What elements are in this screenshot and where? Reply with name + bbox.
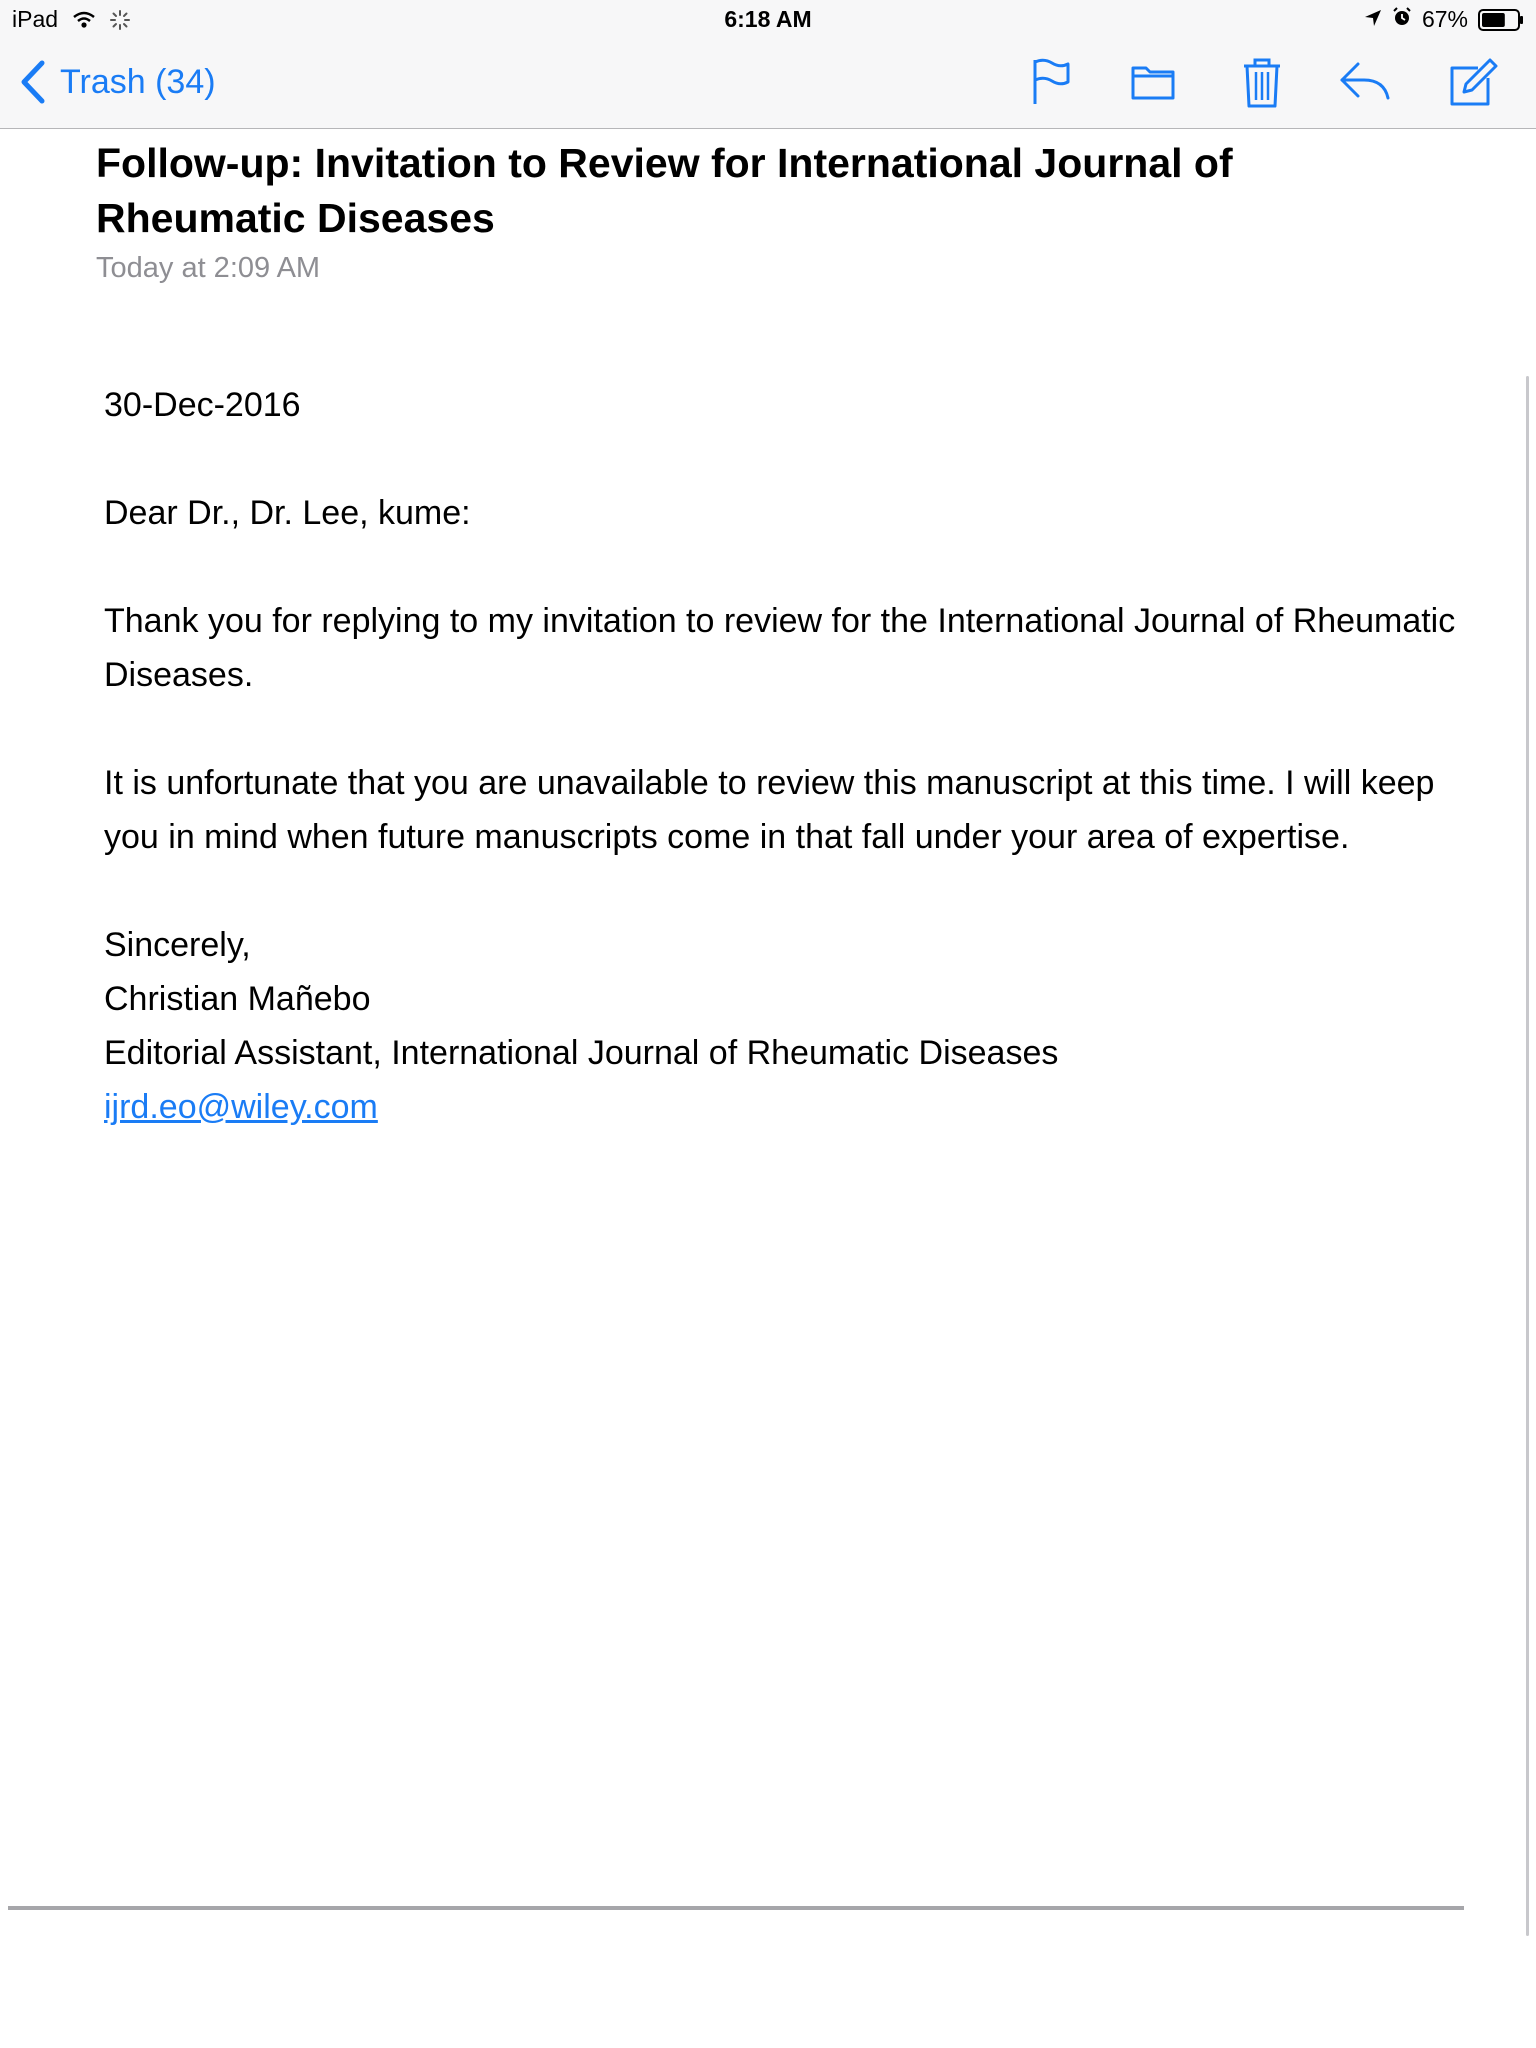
back-button[interactable] [20,60,216,104]
compose-icon[interactable] [1448,56,1498,110]
nav-bar [0,40,1536,129]
battery-fill [1482,13,1505,27]
message-subject: Follow-up: Invitation to Review for International Journal of Rheumatic Diseases [96,140,1233,241]
message-body [104,378,1464,1134]
chevron-left-icon [20,60,46,104]
paragraph-1: Thank you for replying to my invitation to review for the International Journal of Rheumatic Diseases. [104,602,1456,694]
body-date: 30-Dec-2016 [104,386,301,424]
signature-name: Christian Mañebo [104,980,371,1018]
status-right [1354,6,1524,33]
status-bar [0,0,1536,40]
flag-icon[interactable] [1030,56,1072,108]
device-name: iPad [12,6,59,32]
paragraph-2: It is unfortunate that you are unavailable to review this manuscript at this time. I will keep you in mind when future manuscripts come in that fall under your area of expertise. [104,764,1435,856]
folder-icon[interactable] [1130,56,1176,108]
battery-icon [1478,9,1524,31]
battery-percent: 67% [1421,6,1468,32]
location-arrow-icon [1364,6,1382,33]
signature-title: Editorial Assistant, International Journal of Rheumatic Diseases [104,1034,1059,1072]
trash-icon[interactable] [1240,56,1284,110]
alarm-icon [1392,6,1412,33]
status-time: 6:18 AM [724,6,812,32]
scroll-indicator[interactable] [1526,376,1529,1936]
greeting: Dear Dr., Dr. Lee, kume: [104,494,471,532]
message-date: Today at 2:09 AM [96,252,321,284]
back-button-label: Trash (34) [60,62,216,101]
closing: Sincerely, [104,926,251,964]
divider-line [8,1906,1464,1910]
signature-email-link[interactable]: ijrd.eo@wiley.com [104,1088,378,1126]
reply-icon[interactable] [1338,56,1392,108]
